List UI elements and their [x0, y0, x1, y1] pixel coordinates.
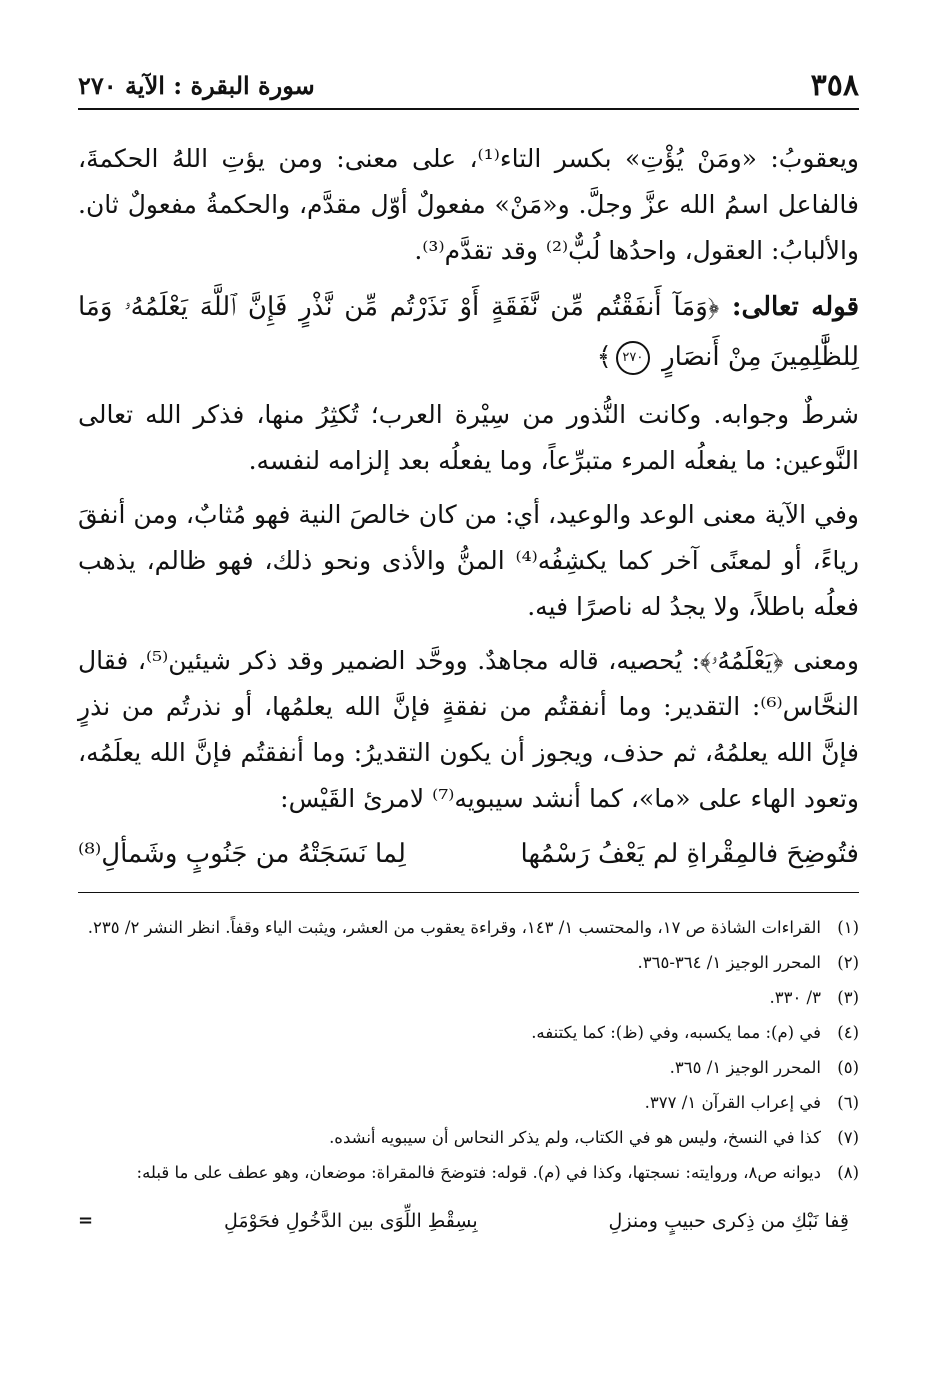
footnote-number: (٦)	[837, 1093, 859, 1112]
footnote-poem-second-hemistich: بِسِقْطِ اللِّوَى بين الدَّخُولِ فحَوْمَلِ	[223, 1210, 478, 1232]
footnote	[78, 1085, 859, 1120]
quran-verse-text: ﴿وَمَآ أَنفَقْتُم مِّن نَّفَقَةٍ أَوْ نَذَرْتُم مِّن نَّذْرٍ فَإِنَّ ٱللَّهَ يَعْلَمُهُۥ وَمَا لِلظَّٰلِمِينَ مِنْ أَنصَارٍ	[78, 292, 859, 372]
footnote-number: (٨)	[837, 1163, 859, 1182]
paragraph-3: وفي الآية معنى الوعد والوعيد، أي: من كان خالصَ النية فهو مُثابٌ، ومن أنفقَ رياءً، أو لمعنًى آخر كما يكشِفُه⁽⁴⁾ المنُّ والأذى ونحو ذلك، فهو ظالم، يذهب فعلُه باطلاً، ولا يجدُ له ناصرًا فيه.	[78, 500, 859, 621]
footnote	[78, 980, 859, 1015]
running-title: سورة البقرة : الآية ٢٧٠	[78, 70, 315, 100]
paragraph-4: ومعنى ﴿يَعْلَمُهُۥ﴾: يُحصيه، قاله مجاهدٌ. ووحَّد الضمير وقد ذكر شيئين⁽⁵⁾، فقال النحَّاس⁽⁶⁾: التقدير: وما أنفقتُم من نفقةٍ فإنَّ الله يعلمُها، أو نذرتُم من نذرٍ فإنَّ الله يعلمُهُ، ثم حذف، ويجوز أن يكون التقديرُ: وما أنفقتُم فإنَّ الله يعلَمُه، وتعود الهاء على «ما»، كما أنشد سيبويه⁽⁷⁾ لامرئ القَيْس:	[78, 646, 859, 813]
poem-second-hemistich: لِما نَسَجَتْهُ من جَنُوبٍ وشَمألِ⁽⁸⁾	[78, 839, 406, 869]
continuation-mark: =	[78, 1210, 94, 1231]
main-text	[78, 136, 859, 893]
footnote-number: (١)	[837, 918, 859, 937]
footnote-text: في إعراب القرآن ١/ ٣٧٧.	[644, 1093, 821, 1112]
quran-close-bracket: ﴾	[596, 342, 612, 372]
footnote-text: القراءات الشاذة ص ١٧، والمحتسب ١/ ١٤٣، وقراءة يعقوب من العشر، ويثبت الياء وقفاً. انظر النشر ٢/ ٢٣٥.	[87, 918, 821, 937]
footnote-poem-first-hemistich: قِفا نَبْكِ من ذِكرى حبيبٍ ومنزلِ	[608, 1210, 849, 1232]
paragraph-1: ويعقوبُ: «ومَنْ يُؤْتِ» بكسر التاء⁽¹⁾، على معنى: ومن يؤتِ اللهُ الحكمةَ، فالفاعل اسمُ الله عزَّ وجلَّ. و«مَنْ» مفعولٌ أوّل مقدَّم، والحكمةُ مفعولٌ ثان. والألبابُ: العقول، واحدُها لُبٌّ⁽²⁾ وقد تقدَّم⁽³⁾.	[78, 144, 859, 265]
footnote	[78, 1120, 859, 1155]
verse-number-medallion: ٢٧٠	[616, 341, 650, 375]
poem-verse	[78, 830, 859, 893]
footnote-poem-verse	[78, 1204, 859, 1238]
footnote-text: المحرر الوجيز ١/ ٣٦٥.	[669, 1058, 821, 1077]
page-number: ٣٥٨	[810, 67, 859, 103]
footnote	[78, 945, 859, 980]
footnotes	[78, 910, 859, 1238]
footnote	[78, 910, 859, 945]
footnote-number: (٥)	[837, 1058, 859, 1077]
quran-verse-block	[78, 282, 859, 382]
footnote	[78, 1155, 859, 1190]
footnote-text: في (م): مما يكسبه، وفي (ظ): كما يكتنفه.	[531, 1023, 821, 1042]
paragraph-2: شرطٌ وجوابه. وكانت النُّذور من سِيْرة العرب؛ تُكثِرُ منها، فذكر الله تعالى النَّوعين: ما يفعلُه المرء متبرِّعاً، وما يفعلُه بعد إلزامه لنفسه.	[78, 400, 859, 475]
footnote-text: كذا في النسخ، وليس هو في الكتاب، ولم يذكر النحاس أن سيبويه أنشده.	[329, 1128, 821, 1147]
footnote-text: المحرر الوجيز ١/ ٣٦٤-٣٦٥.	[637, 953, 821, 972]
footnote-number: (٧)	[837, 1128, 859, 1147]
footnote-number: (٣)	[837, 988, 859, 1007]
poem-first-hemistich: فتُوضِحَ فالمِقْراةِ لم يَعْفُ رَسْمُها	[520, 839, 859, 869]
footnote-number: (٤)	[837, 1023, 859, 1042]
footnote	[78, 1015, 859, 1050]
quran-intro: قوله تعالى:	[719, 292, 859, 322]
footnote-text: ديوانه ص٨، وروايته: نسجتها، وكذا في (م). قوله: فتوضحَ فالمقراة: موضعان، وهو عطف على ما قبله:	[136, 1163, 821, 1182]
page-header	[78, 62, 859, 110]
footnote	[78, 1050, 859, 1085]
footnote-number: (٢)	[837, 953, 859, 972]
footnote-text: ٣/ ٣٣٠.	[769, 988, 821, 1007]
